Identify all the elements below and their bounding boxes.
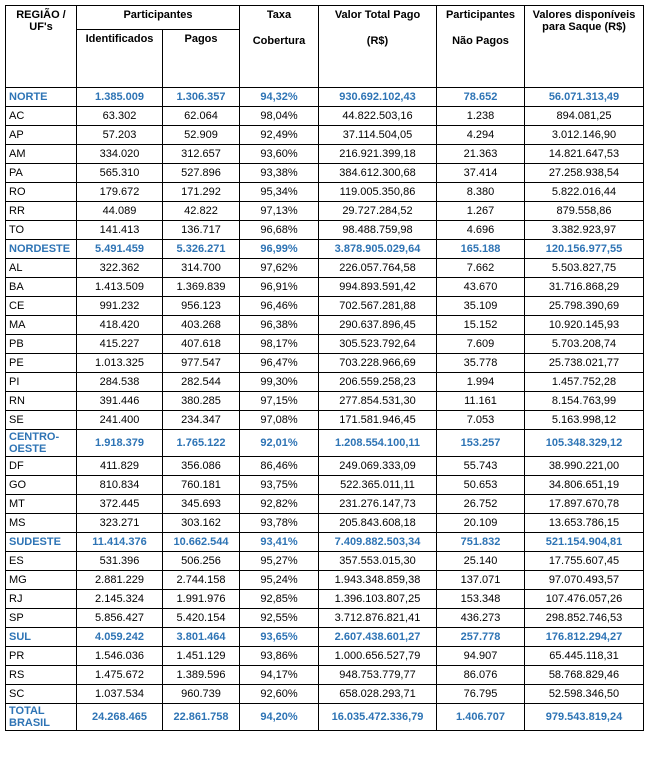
rate-cell: 92,01%	[240, 430, 319, 457]
table-row	[6, 411, 644, 430]
paid-cell: 760.181	[163, 476, 240, 495]
identified-cell: 44.089	[77, 202, 163, 221]
paid-cell: 527.896	[163, 164, 240, 183]
table-row	[6, 183, 644, 202]
table-row	[6, 457, 644, 476]
available-cell: 105.348.329,12	[525, 430, 644, 457]
paid-cell: 345.693	[163, 495, 240, 514]
uf-cell: RO	[6, 183, 77, 202]
uf-cell: SC	[6, 685, 77, 704]
rate-cell: 96,47%	[240, 354, 319, 373]
rate-cell: 95,24%	[240, 571, 319, 590]
header-not-paid-line2: Não Pagos	[452, 35, 509, 47]
available-cell: 58.768.829,46	[525, 666, 644, 685]
header-region: REGIÃO / UF's	[6, 6, 77, 88]
not-paid-cell: 50.653	[437, 476, 525, 495]
not-paid-cell: 7.609	[437, 335, 525, 354]
rate-cell: 95,27%	[240, 552, 319, 571]
uf-cell: AP	[6, 126, 77, 145]
total-paid-cell: 994.893.591,42	[319, 278, 437, 297]
table-row	[6, 107, 644, 126]
table-row	[6, 552, 644, 571]
total-paid-cell: 930.692.102,43	[319, 88, 437, 107]
paid-cell: 407.618	[163, 335, 240, 354]
available-cell: 97.070.493,57	[525, 571, 644, 590]
uf-cell: PB	[6, 335, 77, 354]
identified-cell: 531.396	[77, 552, 163, 571]
identified-cell: 2.145.324	[77, 590, 163, 609]
uf-cell: MA	[6, 316, 77, 335]
available-cell: 17.897.670,78	[525, 495, 644, 514]
total-paid-cell: 290.637.896,45	[319, 316, 437, 335]
total-paid-cell: 703.228.966,69	[319, 354, 437, 373]
paid-cell: 1.369.839	[163, 278, 240, 297]
available-cell: 65.445.118,31	[525, 647, 644, 666]
not-paid-cell: 76.795	[437, 685, 525, 704]
uf-cell: CE	[6, 297, 77, 316]
paid-cell: 5.420.154	[163, 609, 240, 628]
available-cell: 298.852.746,53	[525, 609, 644, 628]
identified-cell: 241.400	[77, 411, 163, 430]
paid-cell: 1.306.357	[163, 88, 240, 107]
not-paid-cell: 15.152	[437, 316, 525, 335]
region-row	[6, 628, 644, 647]
table-row	[6, 259, 644, 278]
participants-table	[5, 5, 644, 731]
total-paid-cell: 37.114.504,05	[319, 126, 437, 145]
total-paid-cell: 3.712.876.821,41	[319, 609, 437, 628]
not-paid-cell: 11.161	[437, 392, 525, 411]
paid-cell: 171.292	[163, 183, 240, 202]
total-paid-cell: 216.921.399,18	[319, 145, 437, 164]
uf-cell: MG	[6, 571, 77, 590]
rate-cell: 92,49%	[240, 126, 319, 145]
total-paid-cell: 16.035.472.336,79	[319, 704, 437, 731]
identified-cell: 415.227	[77, 335, 163, 354]
available-cell: 5.703.208,74	[525, 335, 644, 354]
header-participants: Participantes	[77, 6, 240, 30]
uf-cell: SE	[6, 411, 77, 430]
paid-cell: 1.451.129	[163, 647, 240, 666]
uf-cell: AL	[6, 259, 77, 278]
uf-cell: TO	[6, 221, 77, 240]
total-paid-cell: 305.523.792,64	[319, 335, 437, 354]
rate-cell: 92,55%	[240, 609, 319, 628]
total-paid-cell: 277.854.531,30	[319, 392, 437, 411]
available-cell: 34.806.651,19	[525, 476, 644, 495]
uf-cell: AM	[6, 145, 77, 164]
not-paid-cell: 1.406.707	[437, 704, 525, 731]
uf-cell: MS	[6, 514, 77, 533]
identified-cell: 1.546.036	[77, 647, 163, 666]
table-row	[6, 335, 644, 354]
total-paid-cell: 1.943.348.859,38	[319, 571, 437, 590]
table-row	[6, 278, 644, 297]
header-rate-line1: Taxa	[266, 9, 292, 21]
uf-cell: TOTAL BRASIL	[6, 704, 77, 731]
table-row	[6, 392, 644, 411]
rate-cell: 93,41%	[240, 533, 319, 552]
not-paid-cell: 137.071	[437, 571, 525, 590]
identified-cell: 391.446	[77, 392, 163, 411]
available-cell: 17.755.607,45	[525, 552, 644, 571]
available-cell: 120.156.977,55	[525, 240, 644, 259]
table-row	[6, 373, 644, 392]
not-paid-cell: 20.109	[437, 514, 525, 533]
identified-cell: 57.203	[77, 126, 163, 145]
not-paid-cell: 94.907	[437, 647, 525, 666]
rate-cell: 96,99%	[240, 240, 319, 259]
total-paid-cell: 119.005.350,86	[319, 183, 437, 202]
uf-cell: AC	[6, 107, 77, 126]
table-row	[6, 297, 644, 316]
rate-cell: 93,78%	[240, 514, 319, 533]
uf-cell: RN	[6, 392, 77, 411]
total-paid-cell: 205.843.608,18	[319, 514, 437, 533]
table-row	[6, 164, 644, 183]
identified-cell: 4.059.242	[77, 628, 163, 647]
uf-cell: GO	[6, 476, 77, 495]
rate-cell: 98,04%	[240, 107, 319, 126]
not-paid-cell: 25.140	[437, 552, 525, 571]
total-paid-cell: 206.559.258,23	[319, 373, 437, 392]
paid-cell: 314.700	[163, 259, 240, 278]
uf-cell: BA	[6, 278, 77, 297]
total-paid-cell: 171.581.946,45	[319, 411, 437, 430]
paid-cell: 3.801.464	[163, 628, 240, 647]
rate-cell: 92,60%	[240, 685, 319, 704]
not-paid-cell: 7.662	[437, 259, 525, 278]
rate-cell: 93,86%	[240, 647, 319, 666]
available-cell: 5.503.827,75	[525, 259, 644, 278]
paid-cell: 1.389.596	[163, 666, 240, 685]
available-cell: 107.476.057,26	[525, 590, 644, 609]
total-paid-cell: 522.365.011,11	[319, 476, 437, 495]
rate-cell: 92,85%	[240, 590, 319, 609]
total-paid-cell: 1.000.656.527,79	[319, 647, 437, 666]
uf-cell: SUL	[6, 628, 77, 647]
not-paid-cell: 55.743	[437, 457, 525, 476]
uf-cell: RS	[6, 666, 77, 685]
total-paid-cell: 2.607.438.601,27	[319, 628, 437, 647]
header-paid: Pagos	[163, 30, 240, 88]
uf-cell: MT	[6, 495, 77, 514]
total-paid-cell: 7.409.882.503,34	[319, 533, 437, 552]
header-rate	[240, 6, 319, 88]
rate-cell: 94,20%	[240, 704, 319, 731]
rate-cell: 94,17%	[240, 666, 319, 685]
not-paid-cell: 1.238	[437, 107, 525, 126]
identified-cell: 5.491.459	[77, 240, 163, 259]
rate-cell: 96,38%	[240, 316, 319, 335]
rate-cell: 93,38%	[240, 164, 319, 183]
available-cell: 5.822.016,44	[525, 183, 644, 202]
uf-cell: PI	[6, 373, 77, 392]
available-cell: 52.598.346,50	[525, 685, 644, 704]
uf-cell: SP	[6, 609, 77, 628]
identified-cell: 63.302	[77, 107, 163, 126]
uf-cell: DF	[6, 457, 77, 476]
identified-cell: 991.232	[77, 297, 163, 316]
paid-cell: 42.822	[163, 202, 240, 221]
paid-cell: 1.765.122	[163, 430, 240, 457]
table-row	[6, 590, 644, 609]
uf-cell: CENTRO-OESTE	[6, 430, 77, 457]
header-not-paid-line1: Participantes	[445, 9, 516, 21]
uf-cell: NORTE	[6, 88, 77, 107]
paid-cell: 977.547	[163, 354, 240, 373]
table-row	[6, 571, 644, 590]
available-cell: 38.990.221,00	[525, 457, 644, 476]
table-row	[6, 476, 644, 495]
uf-cell: ES	[6, 552, 77, 571]
uf-cell: PA	[6, 164, 77, 183]
available-cell: 979.543.819,24	[525, 704, 644, 731]
paid-cell: 380.285	[163, 392, 240, 411]
paid-cell: 62.064	[163, 107, 240, 126]
identified-cell: 1.413.509	[77, 278, 163, 297]
rate-cell: 93,75%	[240, 476, 319, 495]
rate-cell: 86,46%	[240, 457, 319, 476]
available-cell: 31.716.868,29	[525, 278, 644, 297]
available-cell: 3.382.923,97	[525, 221, 644, 240]
available-cell: 3.012.146,90	[525, 126, 644, 145]
identified-cell: 284.538	[77, 373, 163, 392]
total-paid-cell: 948.753.779,77	[319, 666, 437, 685]
table-body	[6, 88, 644, 731]
available-cell: 176.812.294,27	[525, 628, 644, 647]
header-total-paid-line2: (R$)	[366, 35, 389, 47]
paid-cell: 303.162	[163, 514, 240, 533]
rate-cell: 97,15%	[240, 392, 319, 411]
table-row	[6, 609, 644, 628]
region-row	[6, 430, 644, 457]
uf-cell: NORDESTE	[6, 240, 77, 259]
not-paid-cell: 21.363	[437, 145, 525, 164]
not-paid-cell: 37.414	[437, 164, 525, 183]
rate-cell: 95,34%	[240, 183, 319, 202]
identified-cell: 24.268.465	[77, 704, 163, 731]
rate-cell: 97,08%	[240, 411, 319, 430]
paid-cell: 5.326.271	[163, 240, 240, 259]
total-paid-cell: 702.567.281,88	[319, 297, 437, 316]
header-available: Valores disponíveis para Saque (R$)	[525, 6, 644, 88]
uf-cell: PR	[6, 647, 77, 666]
header-total-paid	[319, 6, 437, 88]
available-cell: 56.071.313,49	[525, 88, 644, 107]
available-cell: 10.920.145,93	[525, 316, 644, 335]
paid-cell: 136.717	[163, 221, 240, 240]
total-paid-cell: 231.276.147,73	[319, 495, 437, 514]
region-row	[6, 240, 644, 259]
not-paid-cell: 4.294	[437, 126, 525, 145]
available-cell: 8.154.763,99	[525, 392, 644, 411]
table-row	[6, 202, 644, 221]
available-cell: 27.258.938,54	[525, 164, 644, 183]
rate-cell: 94,32%	[240, 88, 319, 107]
identified-cell: 141.413	[77, 221, 163, 240]
uf-cell: PE	[6, 354, 77, 373]
paid-cell: 403.268	[163, 316, 240, 335]
paid-cell: 1.991.976	[163, 590, 240, 609]
total-paid-cell: 357.553.015,30	[319, 552, 437, 571]
identified-cell: 179.672	[77, 183, 163, 202]
total-paid-cell: 98.488.759,98	[319, 221, 437, 240]
paid-cell: 960.739	[163, 685, 240, 704]
identified-cell: 1.475.672	[77, 666, 163, 685]
table-row	[6, 685, 644, 704]
total-paid-cell: 384.612.300,68	[319, 164, 437, 183]
identified-cell: 1.918.379	[77, 430, 163, 457]
paid-cell: 956.123	[163, 297, 240, 316]
identified-cell: 1.385.009	[77, 88, 163, 107]
total-paid-cell: 3.878.905.029,64	[319, 240, 437, 259]
identified-cell: 372.445	[77, 495, 163, 514]
total-paid-cell: 249.069.333,09	[319, 457, 437, 476]
total-paid-cell: 1.396.103.807,25	[319, 590, 437, 609]
uf-cell: SUDESTE	[6, 533, 77, 552]
available-cell: 1.457.752,28	[525, 373, 644, 392]
paid-cell: 282.544	[163, 373, 240, 392]
not-paid-cell: 43.670	[437, 278, 525, 297]
total-paid-cell: 226.057.764,58	[319, 259, 437, 278]
available-cell: 894.081,25	[525, 107, 644, 126]
not-paid-cell: 257.778	[437, 628, 525, 647]
rate-cell: 96,68%	[240, 221, 319, 240]
available-cell: 13.653.786,15	[525, 514, 644, 533]
table-row	[6, 145, 644, 164]
table-row	[6, 495, 644, 514]
identified-cell: 334.020	[77, 145, 163, 164]
identified-cell: 11.414.376	[77, 533, 163, 552]
not-paid-cell: 7.053	[437, 411, 525, 430]
available-cell: 14.821.647,53	[525, 145, 644, 164]
identified-cell: 322.362	[77, 259, 163, 278]
identified-cell: 1.037.534	[77, 685, 163, 704]
paid-cell: 52.909	[163, 126, 240, 145]
not-paid-cell: 436.273	[437, 609, 525, 628]
table-row	[6, 514, 644, 533]
rate-cell: 99,30%	[240, 373, 319, 392]
table-row	[6, 647, 644, 666]
identified-cell: 411.829	[77, 457, 163, 476]
paid-cell: 312.657	[163, 145, 240, 164]
table-row	[6, 354, 644, 373]
paid-cell: 506.256	[163, 552, 240, 571]
rate-cell: 97,13%	[240, 202, 319, 221]
not-paid-cell: 35.778	[437, 354, 525, 373]
header-not-paid	[437, 6, 525, 88]
region-row	[6, 88, 644, 107]
table-row	[6, 126, 644, 145]
available-cell: 25.738.021,77	[525, 354, 644, 373]
not-paid-cell: 165.188	[437, 240, 525, 259]
header-row-top	[6, 6, 644, 30]
rate-cell: 96,46%	[240, 297, 319, 316]
total-paid-cell: 1.208.554.100,11	[319, 430, 437, 457]
not-paid-cell: 1.267	[437, 202, 525, 221]
not-paid-cell: 153.348	[437, 590, 525, 609]
header-total-paid-line1: Valor Total Pago	[334, 9, 421, 21]
not-paid-cell: 35.109	[437, 297, 525, 316]
rate-cell: 93,60%	[240, 145, 319, 164]
table-row	[6, 221, 644, 240]
rate-cell: 96,91%	[240, 278, 319, 297]
identified-cell: 565.310	[77, 164, 163, 183]
available-cell: 879.558,86	[525, 202, 644, 221]
header-identified: Identificados	[77, 30, 163, 88]
paid-cell: 22.861.758	[163, 704, 240, 731]
identified-cell: 323.271	[77, 514, 163, 533]
rate-cell: 92,82%	[240, 495, 319, 514]
not-paid-cell: 4.696	[437, 221, 525, 240]
uf-cell: RR	[6, 202, 77, 221]
rate-cell: 93,65%	[240, 628, 319, 647]
identified-cell: 2.881.229	[77, 571, 163, 590]
not-paid-cell: 78.652	[437, 88, 525, 107]
not-paid-cell: 26.752	[437, 495, 525, 514]
not-paid-cell: 751.832	[437, 533, 525, 552]
identified-cell: 1.013.325	[77, 354, 163, 373]
paid-cell: 234.347	[163, 411, 240, 430]
paid-cell: 10.662.544	[163, 533, 240, 552]
rate-cell: 97,62%	[240, 259, 319, 278]
not-paid-cell: 8.380	[437, 183, 525, 202]
total-paid-cell: 44.822.503,16	[319, 107, 437, 126]
identified-cell: 5.856.427	[77, 609, 163, 628]
table-row	[6, 666, 644, 685]
not-paid-cell: 153.257	[437, 430, 525, 457]
region-row	[6, 533, 644, 552]
identified-cell: 810.834	[77, 476, 163, 495]
not-paid-cell: 1.994	[437, 373, 525, 392]
table-row	[6, 316, 644, 335]
rate-cell: 98,17%	[240, 335, 319, 354]
uf-cell: RJ	[6, 590, 77, 609]
available-cell: 25.798.390,69	[525, 297, 644, 316]
total-paid-cell: 658.028.293,71	[319, 685, 437, 704]
total-paid-cell: 29.727.284,52	[319, 202, 437, 221]
not-paid-cell: 86.076	[437, 666, 525, 685]
paid-cell: 2.744.158	[163, 571, 240, 590]
paid-cell: 356.086	[163, 457, 240, 476]
region-row	[6, 704, 644, 731]
identified-cell: 418.420	[77, 316, 163, 335]
available-cell: 521.154.904,81	[525, 533, 644, 552]
available-cell: 5.163.998,12	[525, 411, 644, 430]
header-rate-line2: Cobertura	[252, 35, 306, 47]
